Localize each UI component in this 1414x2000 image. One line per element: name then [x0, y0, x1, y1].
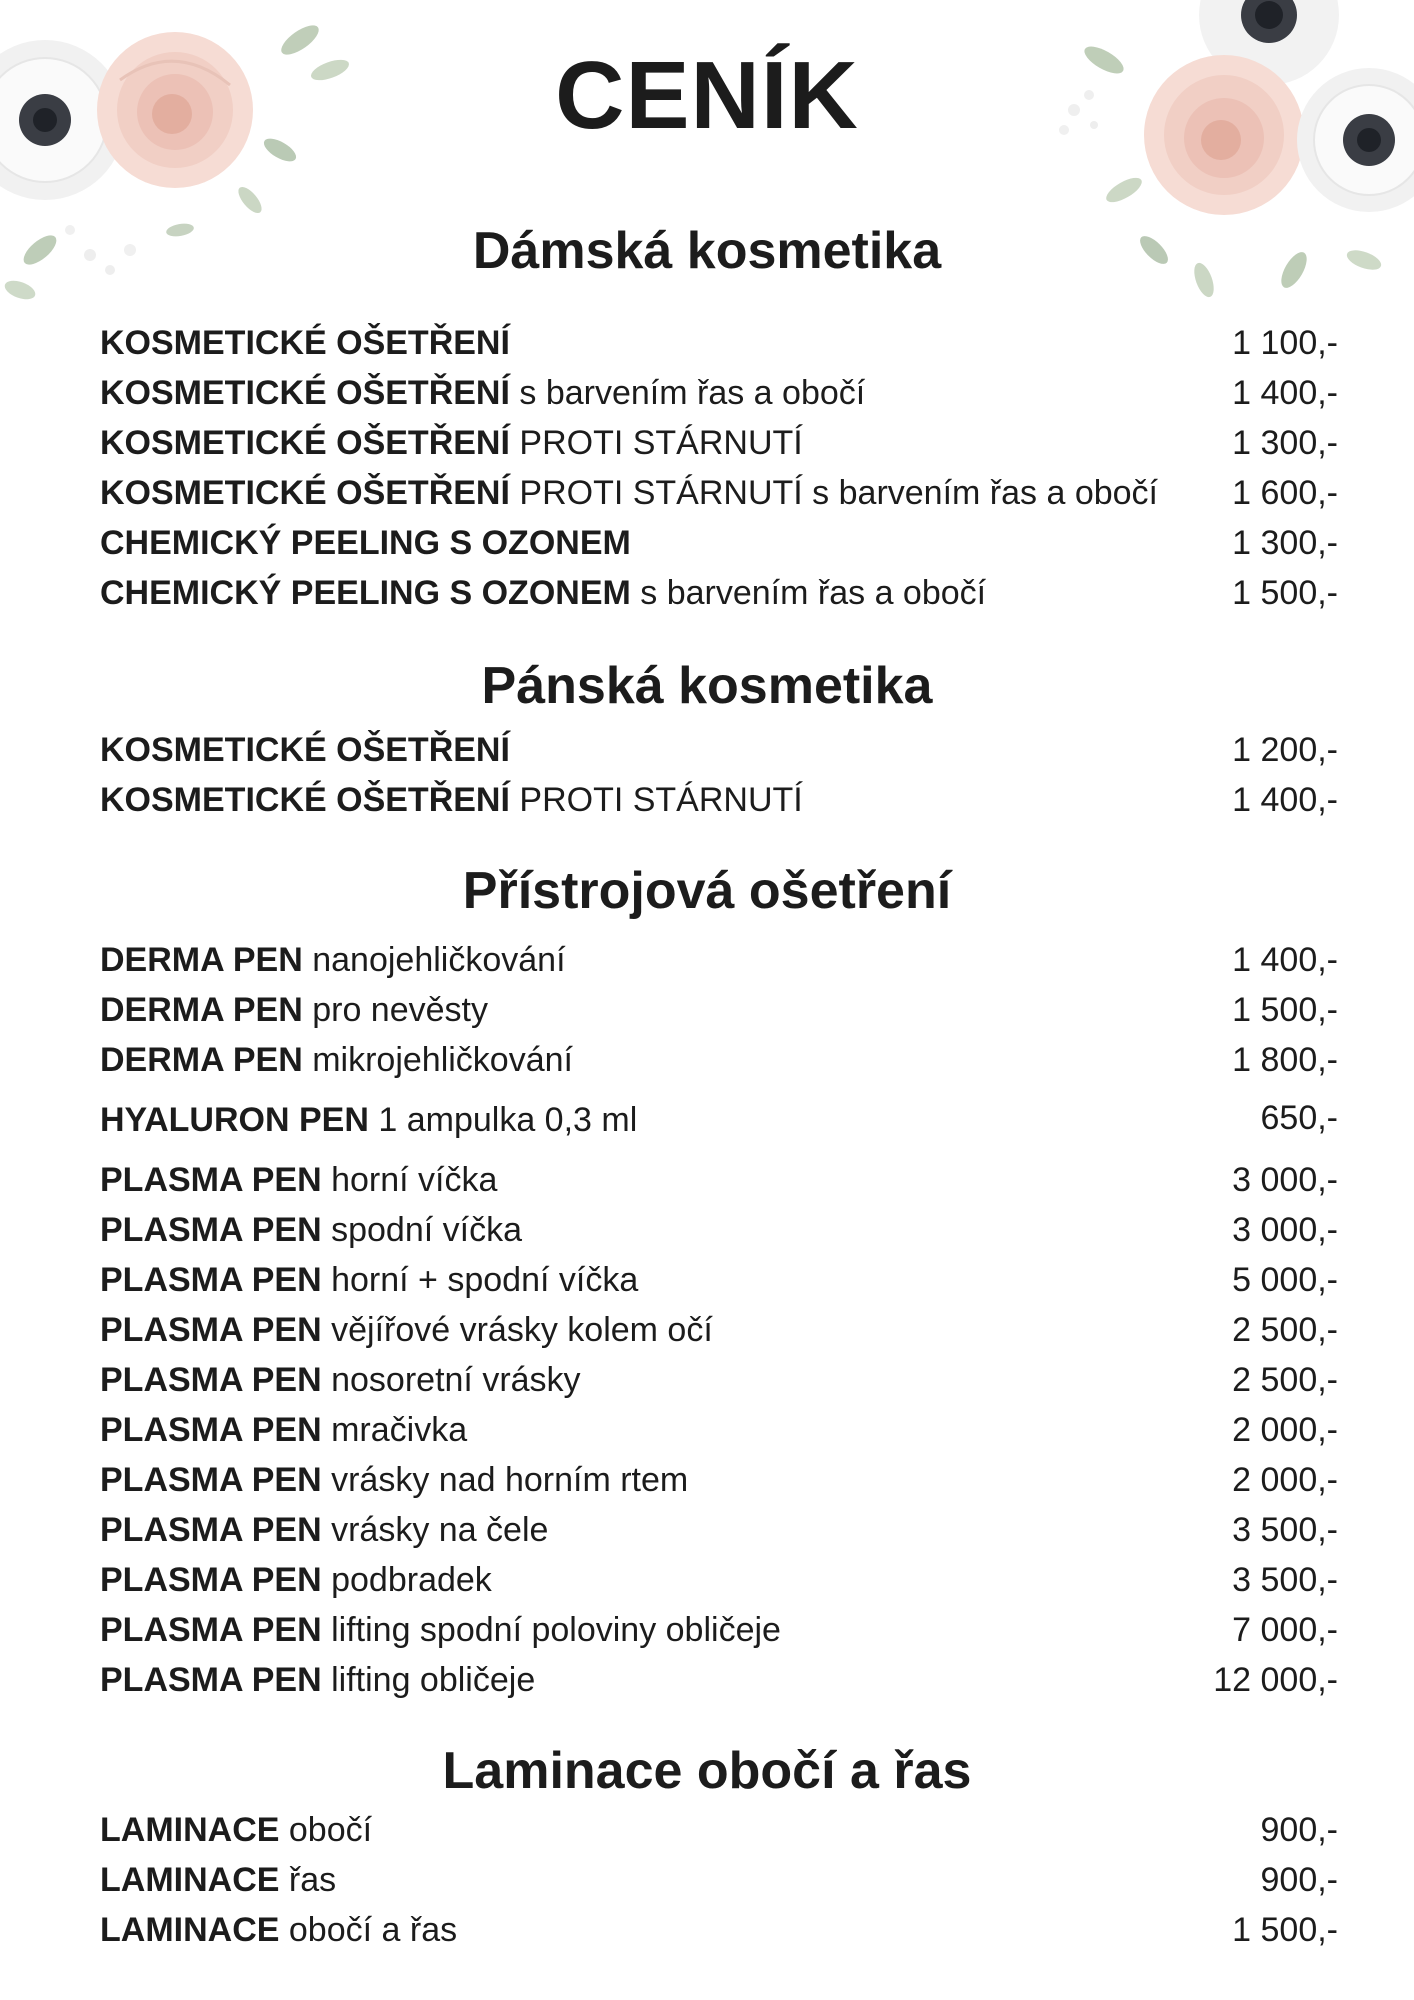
service-name — [100, 775, 803, 825]
price-row — [0, 1085, 1414, 1145]
service-name — [100, 418, 803, 468]
service-price: 3 500,- — [1232, 1561, 1338, 1599]
service-price: 1 500,- — [1232, 991, 1338, 1029]
section-heading-pristrojova-osetreni: Přístrojová ošetření — [462, 862, 952, 920]
service-price: 650,- — [1260, 1099, 1338, 1137]
service-name-detail: vějířové vrásky kolem očí — [331, 1311, 713, 1349]
service-price: 2 000,- — [1232, 1461, 1338, 1499]
service-name — [100, 1905, 457, 1955]
service-name-detail: obočí — [288, 1811, 373, 1849]
service-name — [100, 1305, 713, 1355]
price-list-panska-kosmetika — [0, 725, 1414, 825]
service-name — [100, 1035, 573, 1085]
service-name — [100, 468, 1158, 518]
service-name-bold: KOSMETICKÉ OŠETŘENÍ — [100, 474, 510, 512]
service-name-detail: obočí a řas — [288, 1911, 458, 1949]
page-title: CENÍK — [555, 42, 859, 149]
service-price: 1 300,- — [1232, 524, 1338, 562]
price-row — [0, 1855, 1414, 1905]
service-name-detail: PROTI STÁRNUTÍ s barvením řas a obočí — [519, 474, 1159, 512]
service-price: 1 500,- — [1232, 574, 1338, 612]
service-price: 900,- — [1260, 1861, 1338, 1899]
price-row — [0, 1355, 1414, 1405]
service-name-detail: s barvením řas a obočí — [640, 574, 987, 612]
service-price: 1 400,- — [1232, 374, 1338, 412]
service-name-bold: PLASMA PEN — [100, 1511, 322, 1549]
price-row — [0, 1505, 1414, 1555]
price-row — [0, 418, 1414, 468]
service-name — [100, 1605, 781, 1655]
service-name-detail: PROTI STÁRNUTÍ — [519, 424, 803, 462]
service-price: 1 200,- — [1232, 731, 1338, 769]
service-name-bold: LAMINACE — [100, 1861, 280, 1899]
service-name-detail: podbradek — [331, 1561, 492, 1599]
service-name-detail: vrásky na čele — [331, 1511, 549, 1549]
price-row — [0, 1305, 1414, 1355]
service-name-detail: vrásky nad horním rtem — [331, 1461, 689, 1499]
service-name-detail: lifting spodní poloviny obličeje — [331, 1611, 781, 1649]
service-name — [100, 1805, 372, 1855]
section-heading-damska-kosmetika: Dámská kosmetika — [472, 222, 942, 280]
service-name-bold: PLASMA PEN — [100, 1611, 322, 1649]
service-name-bold: KOSMETICKÉ OŠETŘENÍ — [100, 424, 510, 462]
price-row — [0, 1155, 1414, 1205]
service-name-bold: PLASMA PEN — [100, 1661, 322, 1699]
service-name — [100, 1505, 548, 1555]
service-price: 1 800,- — [1232, 1041, 1338, 1079]
service-name-detail: spodní víčka — [331, 1211, 522, 1249]
service-name — [100, 1205, 522, 1255]
service-name-detail: horní + spodní víčka — [331, 1261, 639, 1299]
service-name-bold: DERMA PEN — [100, 941, 303, 979]
service-name-detail: řas — [288, 1861, 337, 1899]
price-row — [0, 318, 1414, 368]
price-row — [0, 1605, 1414, 1655]
price-list-pristrojova-osetreni — [0, 935, 1414, 1705]
service-name — [100, 518, 631, 568]
service-name-bold: PLASMA PEN — [100, 1561, 322, 1599]
service-price: 3 000,- — [1232, 1211, 1338, 1249]
service-price: 1 100,- — [1232, 324, 1338, 362]
service-name-bold: KOSMETICKÉ OŠETŘENÍ — [100, 731, 510, 769]
service-name-detail: PROTI STÁRNUTÍ — [519, 781, 803, 819]
section-heading-laminace: Laminace obočí a řas — [442, 1742, 972, 1800]
service-name-bold: PLASMA PEN — [100, 1261, 322, 1299]
service-name-detail: 1 ampulka 0,3 ml — [378, 1101, 638, 1139]
service-name-detail: pro nevěsty — [312, 991, 488, 1029]
service-name-bold: LAMINACE — [100, 1811, 280, 1849]
service-name-detail: mračivka — [331, 1411, 468, 1449]
service-name-bold: PLASMA PEN — [100, 1211, 322, 1249]
service-name — [100, 725, 510, 775]
price-row — [0, 775, 1414, 825]
service-name-bold: PLASMA PEN — [100, 1311, 322, 1349]
price-row — [0, 985, 1414, 1035]
service-name — [100, 318, 510, 368]
price-row — [0, 1405, 1414, 1455]
price-row — [0, 518, 1414, 568]
price-row — [0, 1905, 1414, 1955]
service-name-detail: horní víčka — [331, 1161, 498, 1199]
service-name-bold: CHEMICKÝ PEELING S OZONEM — [100, 574, 631, 612]
service-name — [100, 568, 986, 618]
price-row — [0, 1035, 1414, 1085]
price-row — [0, 935, 1414, 985]
service-name-bold: KOSMETICKÉ OŠETŘENÍ — [100, 374, 510, 412]
service-name — [100, 1655, 535, 1705]
service-name-bold: KOSMETICKÉ OŠETŘENÍ — [100, 781, 510, 819]
price-row — [0, 1555, 1414, 1605]
service-price: 2 500,- — [1232, 1311, 1338, 1349]
section-heading-panska-kosmetika: Pánská kosmetika — [481, 657, 933, 715]
price-row — [0, 568, 1414, 618]
service-name — [100, 1555, 492, 1605]
service-name — [100, 985, 488, 1035]
service-name — [100, 1255, 638, 1305]
price-row — [0, 468, 1414, 518]
service-name-detail: nanojehličkování — [312, 941, 566, 979]
service-price: 3 000,- — [1232, 1161, 1338, 1199]
service-price: 900,- — [1260, 1811, 1338, 1849]
service-price: 7 000,- — [1232, 1611, 1338, 1649]
price-row — [0, 1255, 1414, 1305]
price-row — [0, 1655, 1414, 1705]
service-name — [100, 368, 865, 418]
service-name-bold: DERMA PEN — [100, 991, 303, 1029]
price-row — [0, 368, 1414, 418]
service-name-bold: KOSMETICKÉ OŠETŘENÍ — [100, 324, 510, 362]
service-price: 2 000,- — [1232, 1411, 1338, 1449]
service-price: 1 600,- — [1232, 474, 1338, 512]
service-name-bold: DERMA PEN — [100, 1041, 303, 1079]
service-price: 5 000,- — [1232, 1261, 1338, 1299]
service-name — [100, 1355, 581, 1405]
service-price: 1 300,- — [1232, 424, 1338, 462]
service-price: 1 500,- — [1232, 1911, 1338, 1949]
service-name-detail: lifting obličeje — [331, 1661, 536, 1699]
price-row — [0, 1205, 1414, 1255]
service-price: 2 500,- — [1232, 1361, 1338, 1399]
price-list-damska-kosmetika — [0, 318, 1414, 618]
service-name-bold: HYALURON PEN — [100, 1101, 369, 1139]
service-name-detail: mikrojehličkování — [312, 1041, 573, 1079]
price-row — [0, 1455, 1414, 1505]
service-name — [100, 1455, 688, 1505]
service-name — [100, 1405, 467, 1455]
price-row — [0, 1805, 1414, 1855]
service-name-bold: CHEMICKÝ PEELING S OZONEM — [100, 524, 631, 562]
service-name-bold: PLASMA PEN — [100, 1461, 322, 1499]
service-name-detail: nosoretní vrásky — [331, 1361, 581, 1399]
service-name — [100, 1855, 336, 1905]
service-name-detail: s barvením řas a obočí — [509, 374, 866, 412]
service-price: 3 500,- — [1232, 1511, 1338, 1549]
service-name-bold: PLASMA PEN — [100, 1361, 322, 1399]
service-name — [100, 935, 566, 985]
service-name — [100, 1155, 497, 1205]
service-price: 1 400,- — [1232, 941, 1338, 979]
service-name-bold: LAMINACE — [100, 1911, 280, 1949]
service-price: 12 000,- — [1213, 1661, 1338, 1699]
service-price: 1 400,- — [1232, 781, 1338, 819]
service-name-bold: PLASMA PEN — [100, 1411, 322, 1449]
price-row — [0, 725, 1414, 775]
price-list-laminace — [0, 1805, 1414, 1955]
service-name — [100, 1095, 637, 1145]
service-name-bold: PLASMA PEN — [100, 1161, 322, 1199]
